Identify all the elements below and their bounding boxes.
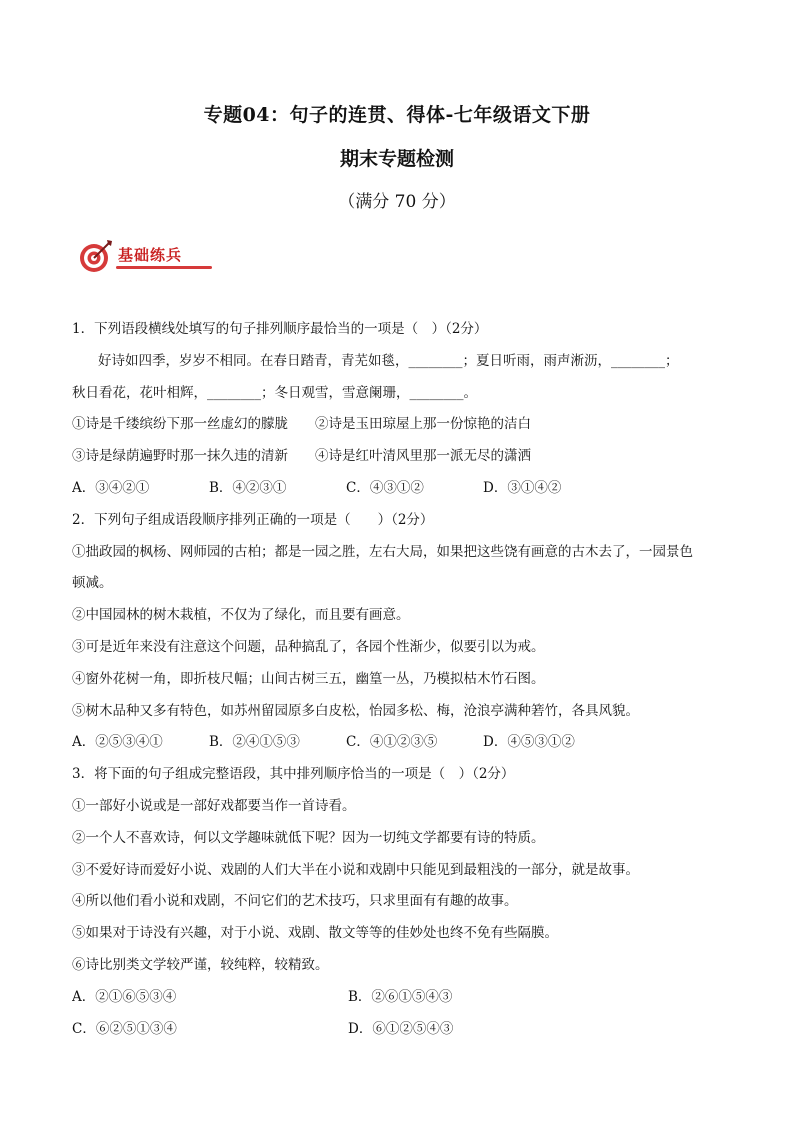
answer-options (72, 1014, 724, 1046)
sentence-line: ①一部好小说或是一部好戏都要当作一首诗看。 (72, 797, 356, 814)
answer-options (72, 473, 724, 505)
question-stem: 1．下列语段横线处填写的句子排列顺序最恰当的一项是（ ）（2分） (72, 321, 488, 337)
section-underline (116, 266, 212, 269)
passage-line: 秋日看花，花叶相辉，________；冬日观雪，雪意阑珊，________。 (72, 384, 477, 401)
score-note: （满分 70 分） (338, 192, 456, 212)
page-title: 专题04：句子的连贯、得体-七年级语文下册 (203, 104, 591, 126)
option-b[interactable]: B．②④①⑤③ (209, 734, 300, 751)
target-icon (78, 238, 114, 274)
option-c[interactable]: C．④①②③⑤ (346, 734, 438, 751)
page-subtitle: 期末专题检测 (339, 148, 454, 170)
sentence-line: ⑤树木品种又多有特色，如苏州留园原多白皮松，怡园多松、梅，沧浪亭满种箬竹，各具风貌。 (72, 702, 639, 719)
passage-line: 好诗如四季，岁岁不相同。在春日踏青，青芜如毯，________；夏日听雨，雨声淅沥，________； (98, 352, 679, 369)
answer-options (72, 727, 724, 759)
question-3 (72, 759, 724, 1045)
option-c[interactable]: C．④③①② (346, 479, 424, 496)
sentence-line: ⑥诗比别类文学较严谨，较纯粹，较精致。 (72, 956, 329, 973)
option-b[interactable]: B．④②③① (209, 479, 287, 496)
sentence-line: ④窗外花树一角，即折枝尺幅；山间古树三五，幽篁一丛，乃模拟枯木竹石图。 (72, 670, 545, 687)
option-b[interactable]: B．②⑥①⑤④③ (348, 988, 453, 1005)
sentence-line: ②一个人不喜欢诗，何以文学趣味就低下呢？因为一切纯文学都要有诗的特质。 (72, 829, 545, 846)
option-a[interactable]: A．②①⑥⑤③④ (72, 988, 177, 1005)
question-stem: 3．将下面的句子组成完整语段，其中排列顺序恰当的一项是（ ）（2分） (72, 766, 515, 783)
option-d[interactable]: D．⑥①②⑤④③ (348, 1020, 454, 1037)
answer-options (72, 982, 724, 1014)
sentence-line: ③可是近年来没有注意这个问题，品种搞乱了，各园个性渐少，似要引以为戒。 (72, 638, 545, 655)
question-stem: 2．下列句子组成语段顺序排列正确的一项是（ ）（2分） (72, 511, 434, 528)
section-badge (78, 236, 218, 276)
sentence-line: ③诗是绿荫遍野时那一抹久违的清新 ④诗是红叶清风里那一派无尽的潇洒 (72, 448, 531, 465)
sentence-line: ①诗是千缕缤纷下那一丝虚幻的朦胧 ②诗是玉田琼屋上那一份惊艳的洁白 (72, 416, 531, 433)
option-c[interactable]: C．⑥②⑤①③④ (72, 1020, 177, 1037)
sentence-line: ⑤如果对于诗没有兴趣，对于小说、戏剧、散文等等的佳妙处也终不免有些隔膜。 (72, 925, 558, 942)
question-1 (72, 314, 724, 505)
sentence-line: ③不爱好诗而爱好小说、戏剧的人们大半在小说和戏剧中只能见到最粗浅的一部分，就是故事。 (72, 861, 639, 878)
section-label: 基础练兵 (118, 246, 183, 264)
option-d[interactable]: D．③①④② (483, 479, 562, 496)
sentence-line: ②中国园林的树木栽植，不仅为了绿化，而且要有画意。 (72, 607, 410, 624)
question-2 (72, 505, 724, 759)
question-list (72, 314, 724, 1045)
sentence-line: ①拙政园的枫杨、网师园的古柏；都是一园之胜，左右大局，如果把这些饶有画意的古木去了，一园景色 (72, 543, 693, 560)
title-block (0, 100, 794, 216)
sentence-line: 顿减。 (72, 575, 113, 592)
sentence-line: ④所以他们看小说和戏剧，不问它们的艺术技巧，只求里面有有趣的故事。 (72, 893, 518, 910)
option-d[interactable]: D．④⑤③①② (483, 734, 575, 751)
option-a[interactable]: A．③④②① (72, 479, 150, 496)
option-a[interactable]: A．②⑤③④① (72, 734, 163, 751)
